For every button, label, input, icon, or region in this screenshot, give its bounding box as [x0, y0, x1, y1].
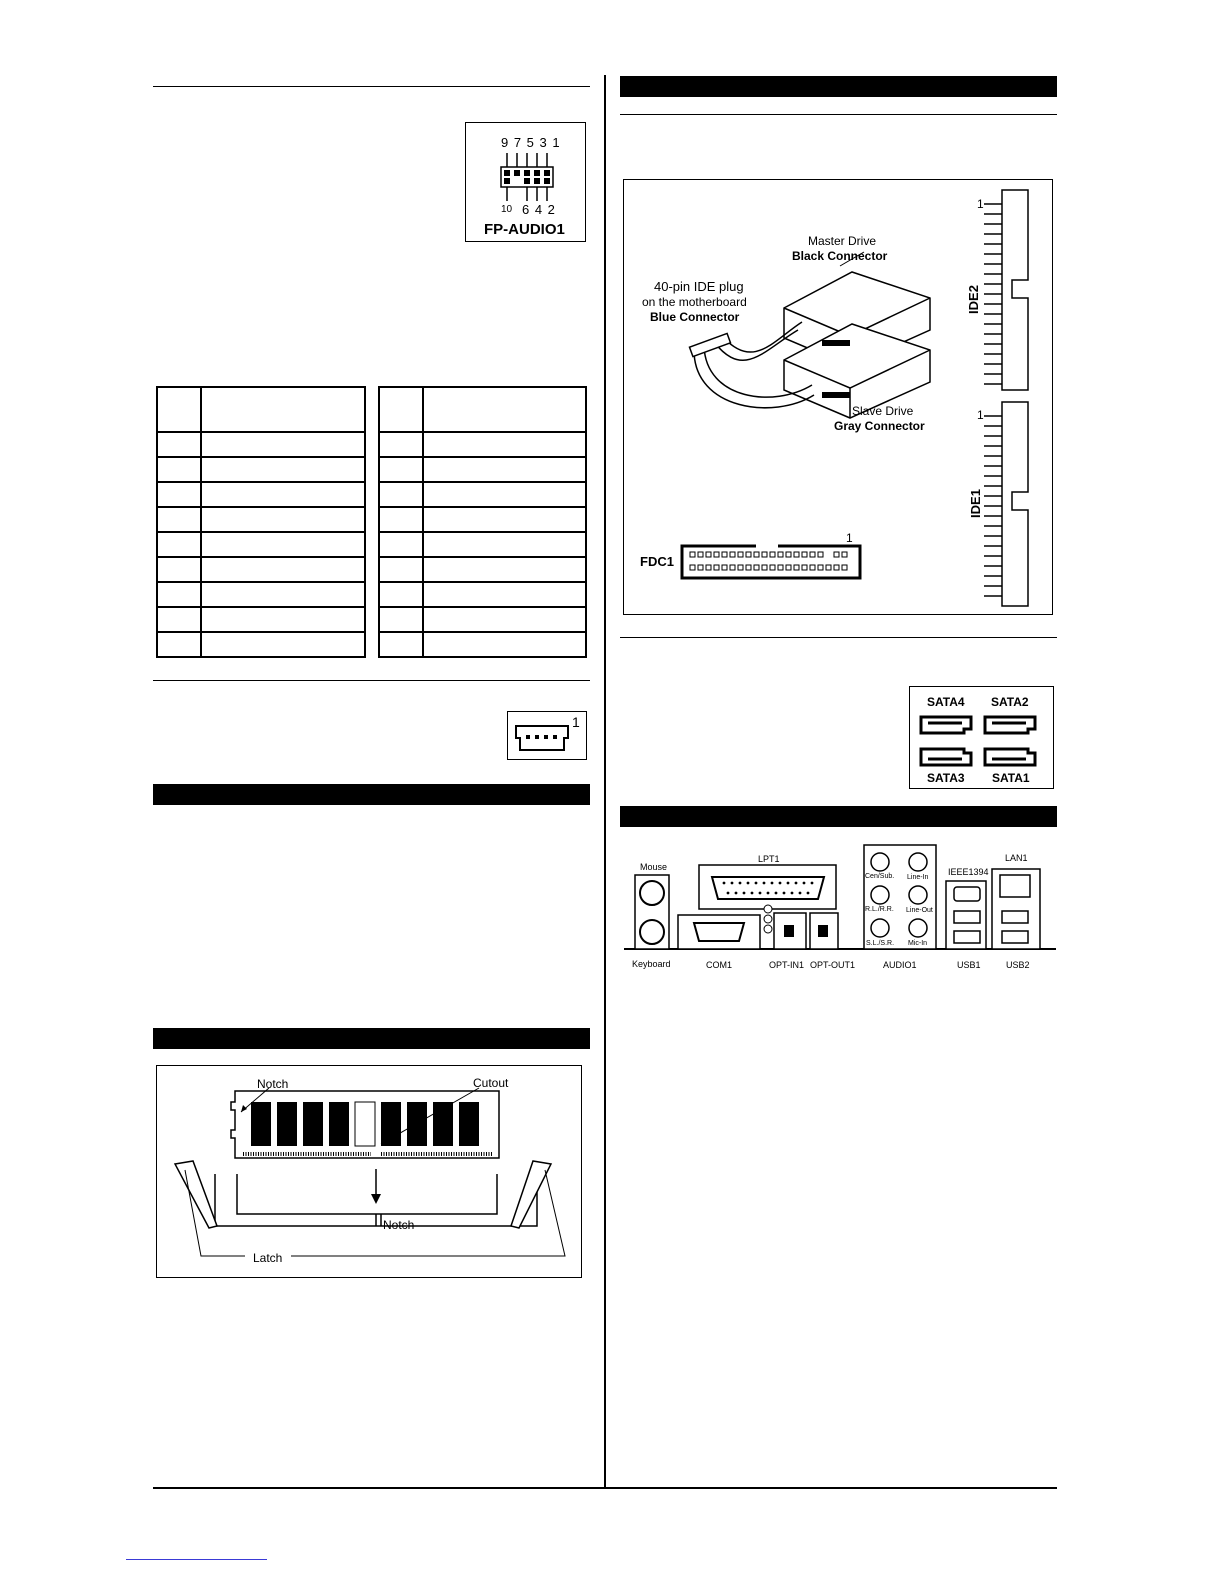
- dimm-notch-top-label: Notch: [257, 1077, 289, 1091]
- ide-slave-connector: Gray Connector: [834, 419, 925, 433]
- rear-lan-label: LAN1: [1005, 853, 1028, 863]
- right-section-header-bar-1: [620, 76, 1057, 97]
- fp-audio-bottom-pin-10: 10: [501, 204, 513, 215]
- ide-plug-line1: 40-pin IDE plug: [654, 279, 744, 294]
- rear-mouse-label: Mouse: [640, 862, 668, 872]
- rear-opt-out-label: OPT-OUT1: [810, 960, 856, 970]
- rear-panel-figure: [624, 843, 1060, 973]
- ide1-pin-one: 1: [977, 408, 984, 422]
- right-section-rule-ide: [620, 114, 1057, 115]
- ide2-label: IDE2: [965, 285, 981, 314]
- right-section-header-bar-2: [620, 806, 1057, 827]
- fp-audio-top-pin-numbers: 9 7 5 3 1: [501, 135, 561, 150]
- rear-com-label: COM1: [706, 960, 733, 970]
- column-divider: [604, 75, 606, 1487]
- rear-opt-in-label: OPT-IN1: [769, 960, 805, 970]
- fdc-pin-one: 1: [846, 531, 853, 545]
- left-section-rule-mid: [153, 680, 590, 681]
- footer-link-underline: [126, 1559, 267, 1560]
- fp-audio-bottom-pin-numbers: 6 4 2: [522, 202, 556, 217]
- dimm-cutout-label: Cutout: [473, 1076, 509, 1090]
- left-section-header-bar-2: [153, 1028, 590, 1049]
- cd-connector-pin-one: 1: [572, 714, 580, 730]
- sata-ports-icon: [918, 713, 1044, 773]
- footer-rule: [153, 1487, 1057, 1489]
- rear-cen-sub-label: Cen/Sub.: [865, 873, 895, 880]
- dimm-latch-label: Latch: [253, 1251, 283, 1265]
- ide-master-connector: Black Connector: [792, 249, 888, 263]
- sata1-label: SATA1: [992, 771, 1030, 785]
- ide-master-line: Master Drive: [808, 234, 877, 248]
- ide-fdc-figure: [623, 179, 1053, 615]
- right-section-rule-sata: [620, 637, 1057, 638]
- sata-figure: [909, 686, 1054, 789]
- rear-audio-label: AUDIO1: [883, 960, 917, 970]
- ide-plug-connector: Blue Connector: [650, 310, 740, 324]
- fp-audio-pin-header: [496, 153, 558, 203]
- rear-ieee-label: IEEE1394: [948, 867, 989, 877]
- rear-lpt-label: LPT1: [758, 854, 780, 864]
- sata3-label: SATA3: [927, 771, 965, 785]
- fdc-label: FDC1: [640, 554, 674, 569]
- rear-rl-rr-label: R.L./R.R.: [865, 906, 894, 913]
- rear-usb2-label: USB2: [1006, 960, 1030, 970]
- ide1-label: IDE1: [967, 489, 983, 518]
- cd-connector-icon: [512, 722, 572, 754]
- dimm-notch-bottom-label: Notch: [383, 1218, 415, 1232]
- dimm-figure: [156, 1065, 582, 1278]
- rear-panel-diagram: [624, 843, 1060, 953]
- pin-table-right: [378, 386, 587, 658]
- left-section-header-bar-1: [153, 784, 590, 805]
- rear-mic-in-label: Mic-In: [908, 940, 928, 947]
- ide-slave-line: Slave Drive: [852, 404, 914, 418]
- fp-audio-figure: [465, 122, 586, 242]
- rear-keyboard-label: Keyboard: [632, 959, 671, 969]
- rear-usb1-label: USB1: [957, 960, 981, 970]
- sata2-label: SATA2: [991, 695, 1029, 709]
- rear-line-out-label: Line-Out: [906, 907, 933, 914]
- rear-line-in-label: Line-In: [907, 874, 929, 881]
- rear-sl-sr-label: S.L./S.R.: [866, 940, 895, 947]
- left-section-rule-top: [153, 86, 590, 87]
- ide-plug-line2: on the motherboard: [642, 295, 747, 309]
- pin-table-left: [156, 386, 366, 658]
- dimm-install-diagram: [157, 1066, 581, 1277]
- sata4-label: SATA4: [927, 695, 965, 709]
- cd-connector-figure: [507, 711, 587, 760]
- fp-audio-label: FP-AUDIO1: [484, 221, 565, 238]
- ide2-pin-one: 1: [977, 197, 984, 211]
